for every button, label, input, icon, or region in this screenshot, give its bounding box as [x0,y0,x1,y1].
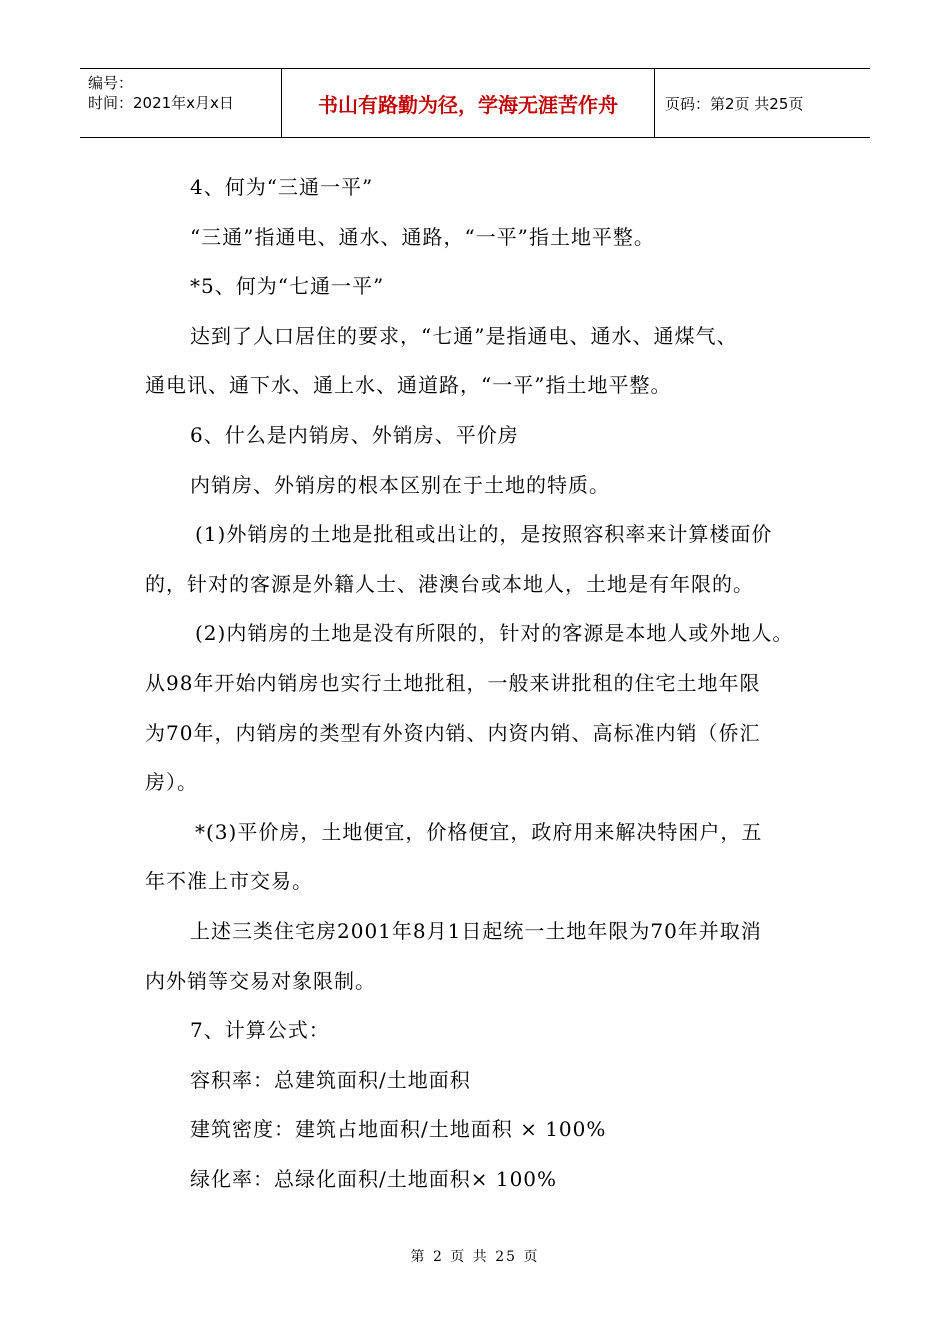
paragraph-continued: 房）。 [145,770,198,795]
heading-q6: 6、什么是内销房、外销房、平价房 [190,422,519,447]
paragraph-continued: 为70年，内销房的类型有外资内销、内资内销、高标准内销（侨汇 [145,720,761,745]
heading-q5: *5、何为“七通一平” [190,274,385,299]
paragraph-continued: 从98年开始内销房也实行土地批租，一般来讲批租的住宅土地年限 [145,670,761,695]
document-body [145,163,815,1204]
heading-q7: 7、计算公式： [190,1018,330,1043]
paragraph-continued: 内外销等交易对象限制。 [145,968,376,993]
header-page-info: 页码：第2页 共25页 [665,94,804,113]
heading-q4: 4、何为“三通一平” [190,175,374,199]
list-item-1: (1)外销房的土地是批租或出让的，是按照容积率来计算楼面价 [195,522,773,547]
page-header [80,68,870,138]
formula-green-ratio: 绿化率：总绿化面积/土地面积× 100% [190,1166,558,1191]
list-item-3: *(3)平价房，土地便宜，价格便宜，政府用来解决特困户，五 [195,819,763,844]
document-date: 时间：2021年x月x日 [88,94,234,112]
paragraph-continued: 年不准上市交易。 [145,869,313,894]
formula-building-density: 建筑密度：建筑占地面积/土地面积 × 100% [190,1117,607,1142]
paragraph-continued: 的，针对的客源是外籍人士、港澳台或本地人，土地是有年限的。 [145,571,754,596]
list-item-2: (2)内销房的土地是没有所限的，针对的客源是本地人或外地人。 [195,621,794,646]
paragraph: “三通”指通电、通水、通路，“一平”指土地平整。 [190,224,655,249]
paragraph: 达到了人口居住的要求，“七通”是指通电、通水、通煤气、 [190,323,738,348]
header-motto: 书山有路勤为径，学海无涯苦作舟 [282,69,655,137]
formula-plot-ratio: 容积率：总建筑面积/土地面积 [190,1067,471,1092]
paragraph: 内销房、外销房的根本区别在于土地的特质。 [190,472,610,497]
paragraph: 上述三类住宅房2001年8月1日起统一土地年限为70年并取消 [190,918,762,943]
paragraph-continued: 通电讯、通下水、通上水、通道路，“一平”指土地平整。 [145,373,672,398]
page-footer: 第 2 页 共 25 页 [410,1249,540,1265]
header-meta [80,69,282,137]
document-number: 编号： [88,74,134,92]
